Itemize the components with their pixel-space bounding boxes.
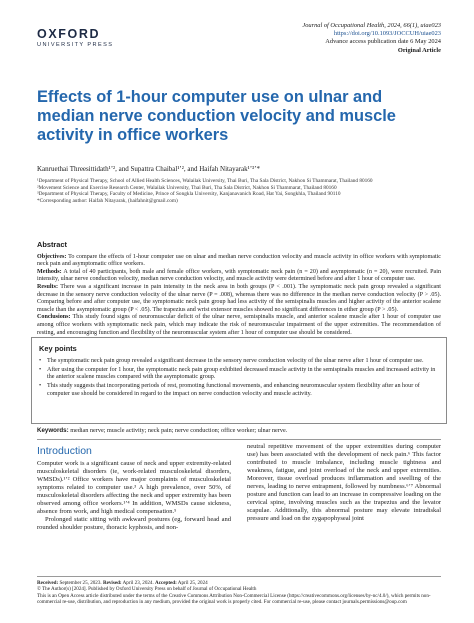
received-label: Received:: [37, 580, 59, 586]
corresponding-author: *Corresponding author: Haifah Nitayarak, (haifahnit@gmail.com): [37, 197, 178, 204]
accepted-label: Accepted:: [155, 580, 177, 586]
body-column-left: [37, 445, 231, 532]
introduction-paragraph-2: Prolonged static sitting with awkward postures (eg, forward head and rounded shoulder posture, thoracic kyphosis, and non-: [37, 516, 231, 532]
divider: [37, 439, 441, 440]
logo-wordmark: OXFORD: [37, 27, 101, 41]
conclusions-text: This study found signs of neuromuscular deficit of the ulnar nerve, semispinalis muscle, and anterior scalene muscle after 1 hour of computer use among office workers with symptomatic neck pain, which may indicate the risk of neuromuscular impairment of the upper extremities. The recommendation of resting, and encouraging function and flexibility of the neuromuscular system after 1 hour of computer use should be considered.: [37, 314, 441, 336]
abstract-methods: [37, 269, 441, 284]
affiliation-3: ³Department of Physical Therapy, Faculty of Medicine, Prince of Songkla University, Kanjanavanich Road, Hat Yai, Songkhla, Thailand 90110: [37, 191, 341, 198]
received-date: September 25, 2023.: [58, 580, 103, 586]
doi-link[interactable]: https://doi.org/10.1093/JOCCUH/uiae023: [333, 30, 441, 38]
key-point-item: • After using the computer for 1 hour, the symptomatic neck pain group exhibited decreased muscle activity in the semispinalis muscles and increased activity in the anterior scalene muscles compared with the asymptomatic group.: [39, 367, 438, 382]
article-title: Effects of 1-hour computer use on ulnar and median nerve conduction velocity and muscle activity in office workers: [37, 88, 396, 144]
page-header: [37, 22, 441, 92]
conclusions-label: Conclusions:: [37, 314, 71, 321]
affiliation-1: ¹Department of Physical Therapy, School of Allied Health Sciences, Walailak University, Thai Buri, Tha Sala District, Nakhon Si Thammarat, Thailand 80160: [37, 178, 373, 184]
affiliation-2: ²Movement Science and Exercise Research Center, Walailak University, Thai Buri, Tha Sala District, Nakhon Si Thammarat, Thailand 80160: [37, 184, 337, 191]
abstract-objectives: [37, 254, 441, 269]
objectives-label: Objectives:: [37, 253, 67, 260]
revised-date: April 23, 2024.: [121, 580, 156, 586]
key-point-item: • This study suggests that incorporating periods of rest, promoting functional movements, and enhancing neuromuscular system flexibility after an hour of computer use should be considered in regard to the impact on nerve conduction velocity and muscle activity.: [39, 383, 438, 398]
key-points-box: [31, 337, 447, 424]
abstract-conclusions: [37, 314, 441, 337]
publisher-logo: [37, 28, 113, 49]
methods-text: A total of 40 participants, both male and female office workers, with symptomatic neck pain (n = 20) and asymptomatic (n = 20), were recruited. Pain intensity, ulnar nerve conduction velocity, median nerve conduction velocity, and muscle activity were determined before and after 1 hour of computer use.: [37, 268, 441, 283]
journal-citation: Journal of Occupational Health, 2024, 66(1), uiae023: [302, 22, 441, 29]
introduction-heading: Introduction: [37, 445, 92, 457]
advance-access-date: Advance access publication date 6 May 2024: [325, 38, 441, 46]
introduction-paragraph-3: neutral repetitive movement of the upper extremities during computer use) has been associated with the development of neck pain.⁶ This factor contributed to muscle imbalance, including muscle tightness and weakness, fatigue, and joint overload of the neck and upper extremities. Moreover, tissue overload produces inflammation and swelling of the nerves, leading to nerve entrapment, followed by numbness.⁶ʼ⁷ Abnormal posture and function can lead to an increase in compressive loading on the cervical spine, involving muscles such as the trapezius and the levator scapulae. Additionally, this abnormal posture may elevate intradiskal pressure and load on the zygapophyseal joint: [247, 443, 441, 523]
article-footer: [37, 580, 447, 606]
body-column-right: [247, 443, 441, 523]
abstract-heading: Abstract: [37, 240, 67, 249]
article-type: Original Article: [397, 46, 441, 54]
article-meta: [302, 22, 441, 55]
logo-subtitle: UNIVERSITY PRESS: [37, 42, 114, 48]
key-points-heading: Key points: [39, 344, 77, 353]
keywords-text: median nerve; muscle activity; neck pain; nerve conduction; office worker; ulnar nerve.: [68, 427, 288, 434]
objectives-text: To compare the effects of 1-hour computer use on ulnar and median nerve conduction velocity and muscle activity in office workers with symptomatic neck pain and asymptomatic office workers.: [37, 253, 441, 268]
author-list: Kanruethai Threesittidath¹ʼ², and Supattra Chaibal¹ʼ², and Haifah Nitayarak¹ʼ³ʼ*: [37, 165, 260, 173]
results-label: Results:: [37, 283, 58, 290]
keywords-label: Keywords:: [37, 427, 69, 434]
key-point-item: • The symptomatic neck pain group revealed a significant decrease in the sensory nerve conduction velocity of the ulnar nerve after 1 hour of computer use.: [39, 358, 438, 366]
revised-label: Revised:: [102, 580, 122, 586]
copyright-notice: © The Author(s) [2024]. Published by Oxford University Press on behalf of Journal of Occupational Health: [37, 586, 257, 593]
abstract: [37, 241, 441, 337]
accepted-date: April 25, 2024: [176, 580, 208, 586]
abstract-results: [37, 284, 441, 314]
introduction-paragraph-1: Computer work is a significant cause of neck and upper extremity-related musculoskeletal disorders (ie, work-related musculoskeletal disorders, WMSDs).¹ʼ² Office workers have major complaints of musculoskeletal symptoms related to computer use.³ A high prevalence, over 50%, of musculoskeletal disorders affecting the neck and upper extremity has been observed among office workers.¹ʼ⁴ In addition, WMSDs cause sickness, absence from work, and high medical compensation.⁵: [37, 460, 231, 516]
license-notice: This is an Open Access article distributed under the terms of the Creative Commons Attribution Non-Commercial License (https://creativecommons.org/licenses/by-nc/4.0/), which permits non-commercial re-use, distribution, and reproduction in any medium, provided the original work is properly cited. For commercial re-use, please contact journals.permissions@oup.com: [37, 592, 431, 606]
keywords: [37, 427, 441, 435]
results-text: There was a significant increase in pain intensity in the neck area in both groups (P < .001). The symptomatic neck pain group revealed a significant decrease in the sensory nerve conduction velocity of the ulnar nerve (P = .008), whereas there was no difference in the median nerve conduction velocity (P > .05). Comparing before and after computer use, the symptomatic neck pain group had less activity of the semispinalis muscles and higher activity of the anterior scalene muscle than the asymptomatic group (P < .05). The trapezius and wrist extensor muscles showed no significant differences in either group (P > .05).: [37, 283, 441, 313]
divider: [37, 576, 441, 577]
methods-label: Methods:: [37, 268, 62, 275]
key-points-list: [39, 358, 438, 398]
affiliations: [37, 178, 447, 204]
